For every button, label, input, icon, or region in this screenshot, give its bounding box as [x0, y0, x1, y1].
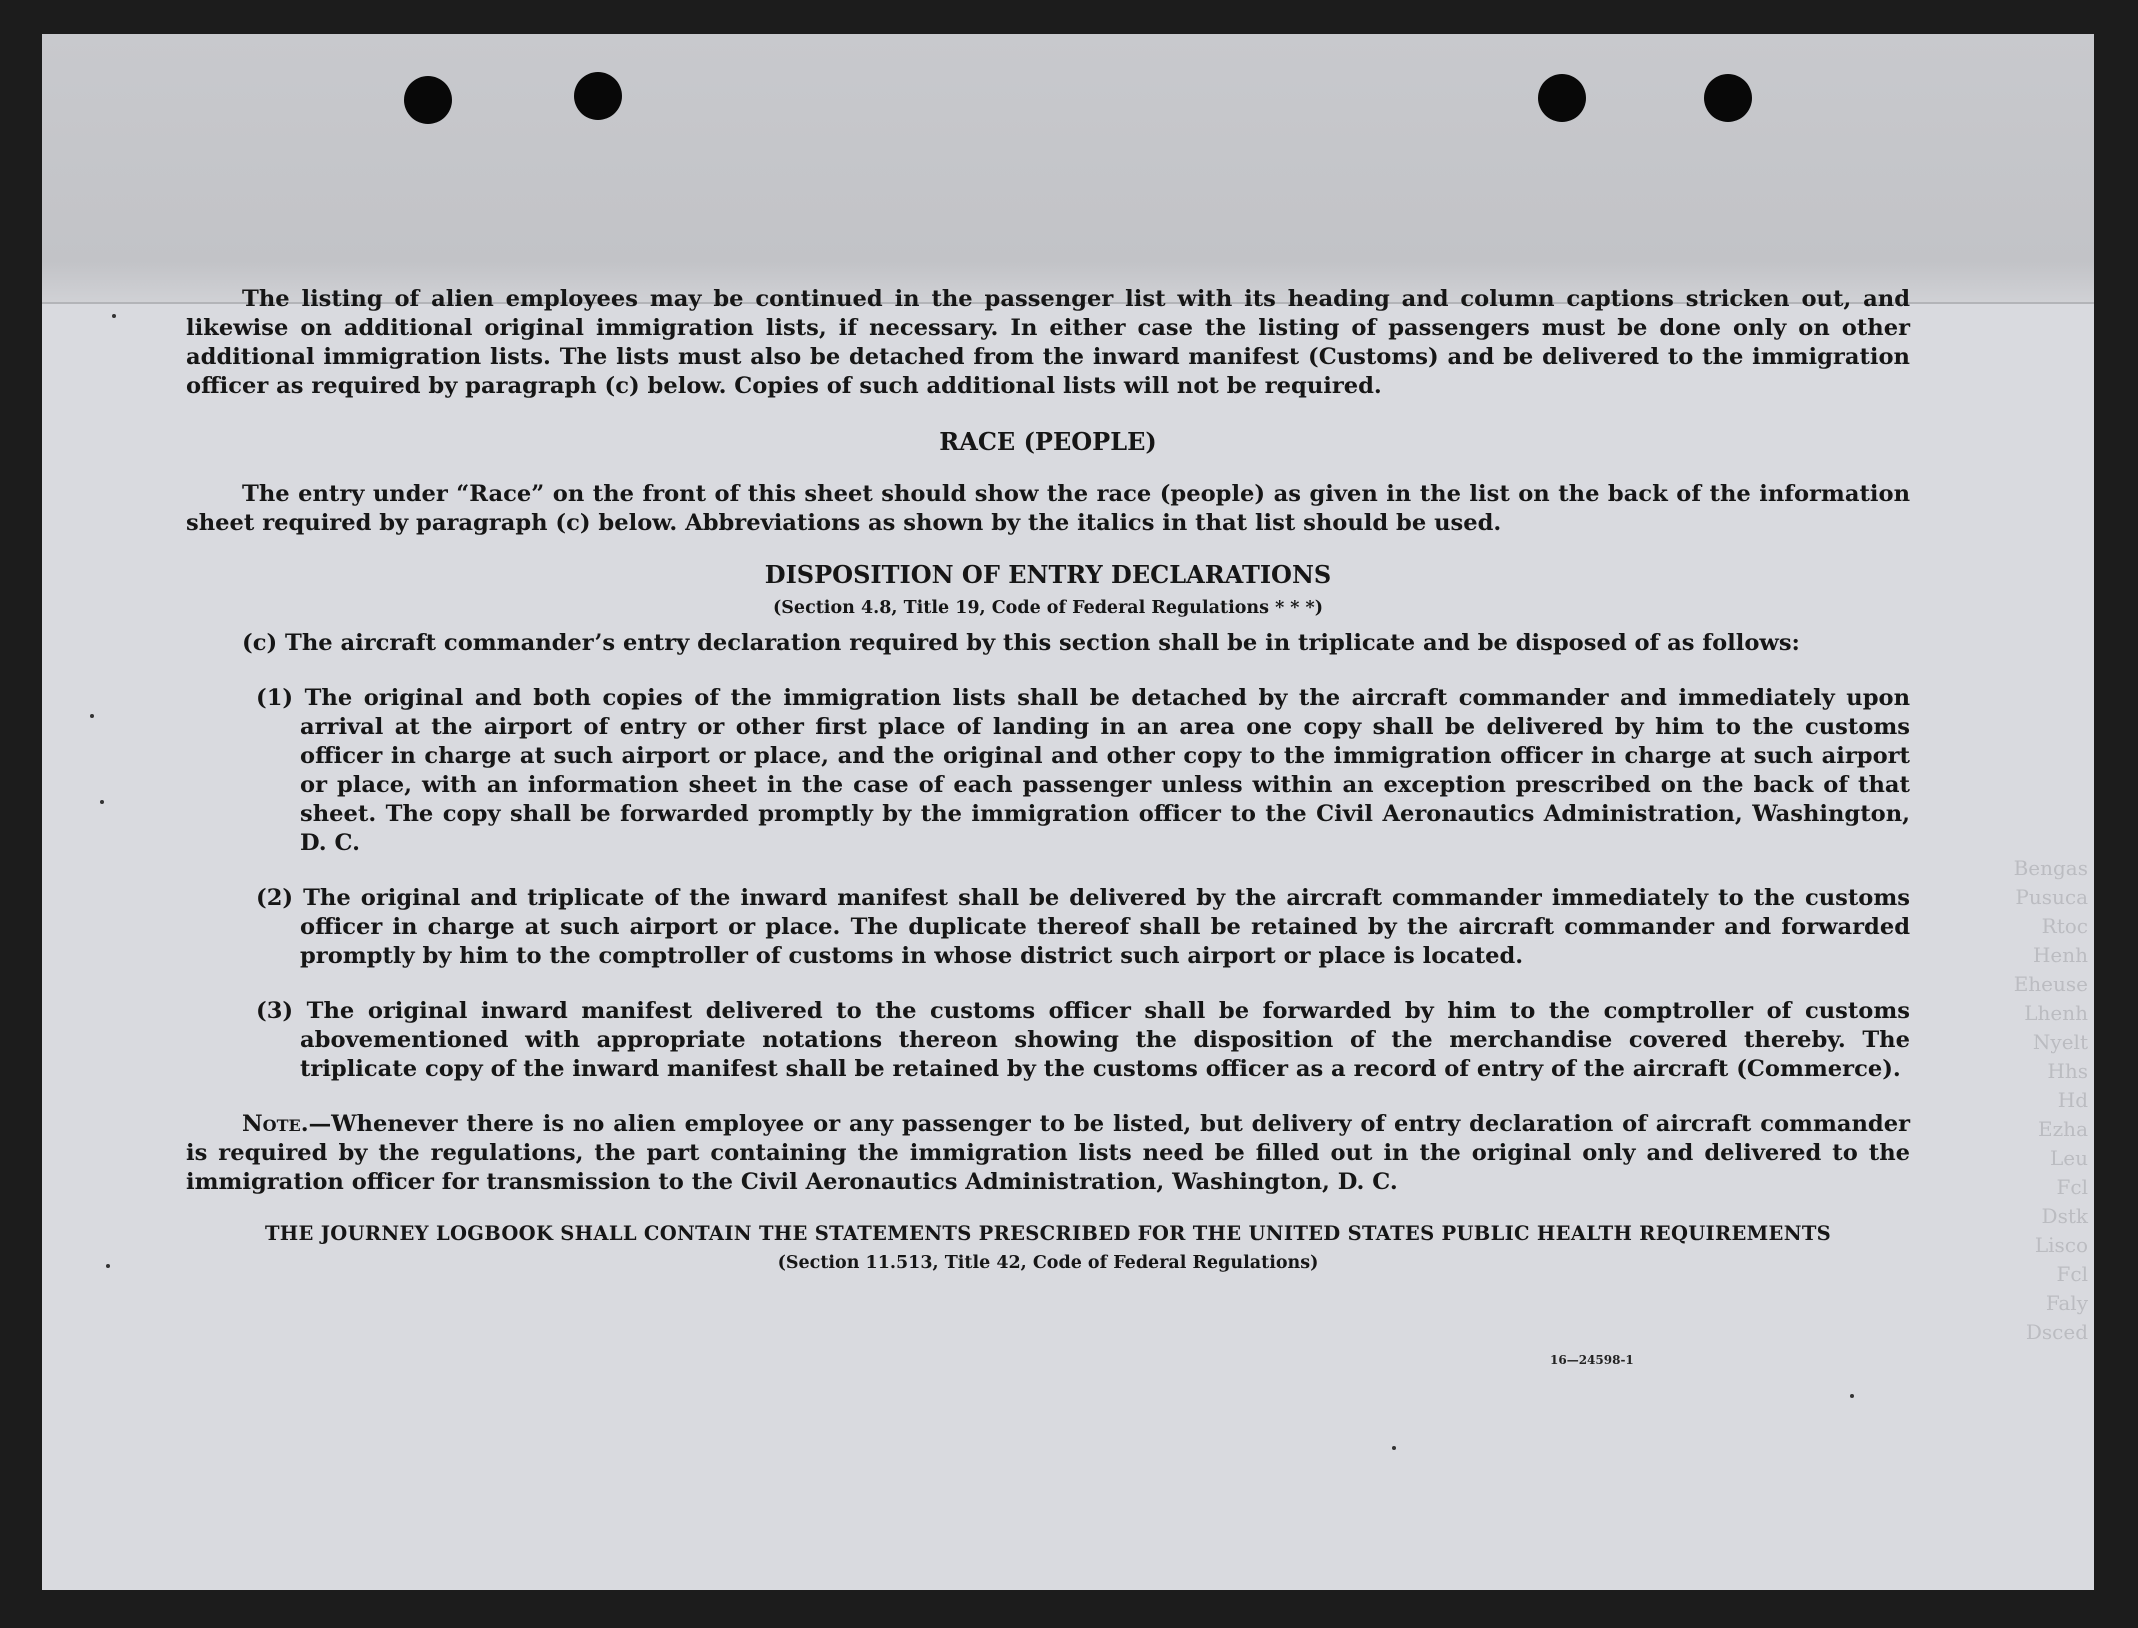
- scanned-fold-area: [42, 34, 2094, 304]
- race-heading: RACE (PEOPLE): [939, 427, 1157, 456]
- scan-speck: [1392, 1446, 1396, 1450]
- form-number: 16—24598-1: [1550, 1353, 1634, 1367]
- punch-hole: [574, 72, 622, 120]
- punch-hole: [1538, 74, 1586, 122]
- scan-speck: [100, 800, 104, 804]
- disposition-item-2: (2) The original and triplicate of the inward manifest shall be delivered by the aircraft commander immediately to the customs officer in charge at such airport or place. The duplicate thereof shall be retained by the aircraft commander and forwarded promptly by him to the comptroller of customs in whose district such airport or place is located.: [256, 885, 1910, 969]
- scan-speck: [106, 1264, 110, 1268]
- disposition-heading: DISPOSITION OF ENTRY DECLARATIONS: [764, 560, 1332, 589]
- disposition-subheading: (Section 4.8, Title 19, Code of Federal Regulations * * *): [773, 598, 1323, 618]
- document-body: [186, 285, 1910, 1278]
- logbook-statement: THE JOURNEY LOGBOOK SHALL CONTAIN THE STATEMENTS PRESCRIBED FOR THE UNITED STATES PUBLIC HEALTH REQUIREMENTS: [264, 1222, 1832, 1245]
- note-text: —Whenever there is no alien employee or any passenger to be listed, but delivery of entry declaration of aircraft commander is required by the regulations, the part containing the immigration lists need be filled out in the original only and delivered to the immigration officer for transmission to the Civil Aeronautics Administration, Washington, D. C.: [186, 1111, 1910, 1195]
- alien-employees-paragraph: The listing of alien employees may be continued in the passenger list with its heading and column captions stricken out, and likewise on additional original immigration lists, if necessary. In either case the listing of passengers must be done only on other additional immigration lists. The lists must also be detached from the inward manifest (Customs) and be delivered to the immigration officer as required by paragraph (c) below. Copies of such additional lists will not be required.: [186, 286, 1910, 399]
- logbook-citation: (Section 11.513, Title 42, Code of Federal Regulations): [777, 1253, 1319, 1273]
- scan-speck: [90, 714, 94, 718]
- note-paragraph: [186, 1110, 1910, 1197]
- scan-speck: [1850, 1394, 1854, 1398]
- punch-hole: [404, 76, 452, 124]
- paragraph-c: (c) The aircraft commander’s entry declaration required by this section shall be in triplicate and be disposed of as follows:: [242, 630, 1800, 656]
- disposition-item-1: (1) The original and both copies of the immigration lists shall be detached by the aircraft commander and immediately upon arrival at the airport of entry or other first place of landing in an area one copy shall be delivered by him to the customs officer in charge at such airport or place, and the original and other copy to the immigration officer in charge at such airport or place, with an information sheet in the case of each passenger unless within an exception prescribed on the back of that sheet. The copy shall be forwarded promptly by the immigration officer to the Civil Aeronautics Administration, Washington, D. C.: [256, 685, 1910, 856]
- disposition-item-3: (3) The original inward manifest delivered to the customs officer shall be forwarded by him to the comptroller of customs abovementioned with appropriate notations thereon showing the disposition of the merchandise covered thereby. The triplicate copy of the inward manifest shall be retained by the customs officer as a record of entry of the aircraft (Commerce).: [256, 998, 1910, 1082]
- bleed-through-text: Bengas Pusuca Rtoc Henh Eheuse Lhenh Nyelt Hhs Hd Ezha Leu Fcl Dstk Lisco Fcl Faly Dsced: [2013, 856, 2088, 1344]
- race-paragraph: The entry under “Race” on the front of this sheet should show the race (people) as given in the list on the back of the information sheet required by paragraph (c) below. Abbreviations as shown by the italics in that list should be used.: [186, 481, 1910, 536]
- note-label: Note.: [242, 1111, 309, 1137]
- punch-hole: [1704, 74, 1752, 122]
- scan-speck: [112, 314, 116, 318]
